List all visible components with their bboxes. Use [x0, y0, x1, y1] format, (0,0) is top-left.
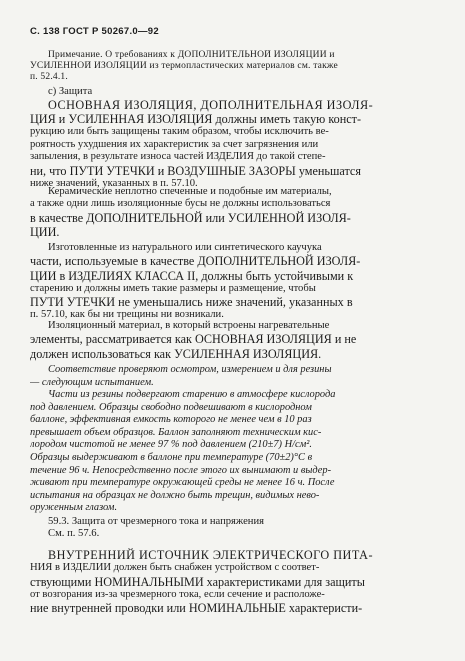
text-line: ствующими НОМИНАЛЬНЫМИ характеристиками для защиты [30, 574, 365, 589]
text-line: ние внутренней проводки или НОМИНАЛЬНЫЕ характеристи- [30, 601, 363, 616]
page-header: С. 138 ГОСТ Р 50267.0—92 [30, 26, 159, 37]
text-line: УСИЛЕННОЙ ИЗОЛЯЦИИ из термопластических материалов см. также [30, 61, 338, 71]
note-paragraph [30, 50, 442, 83]
text-line: ЦИИ. [30, 225, 60, 240]
text-line: п. 52.4.1. [30, 72, 68, 82]
text-line: запыления, в результате износа частей ИЗДЕЛИЯ до такой степе- [30, 151, 326, 163]
text-line: ВНУТРЕННИЙ ИСТОЧНИК ЭЛЕКТРИЧЕСКОГО ПИТА- [48, 548, 374, 562]
text-line: элементы, рассматривается как ОСНОВНАЯ ИЗОЛЯЦИЯ и не [30, 332, 357, 347]
text-line: в качестве ДОПОЛНИТЕЛЬНОЙ или УСИЛЕННОЙ ИЗОЛЯ- [30, 210, 351, 225]
text-line: Соответствие проверяют осмотром, измерением и для резины [48, 364, 332, 375]
text-line: испытания на образцах не должно быть трещин, видимых нево- [30, 489, 320, 501]
text-line: Образцы выдерживают в баллоне при температуре (70±2)°С в [30, 451, 313, 463]
cross-reference: См. п. 57.6. [48, 528, 100, 540]
ceramic-paragraph [30, 186, 442, 239]
text-line: лородом чистотой не менее 97 % под давлением (210±7) Н/см². [30, 439, 312, 451]
text-line: — следующим испытанием. [30, 376, 154, 388]
text-line: НИЯ в ИЗДЕЛИИ должен быть снабжен устройством с соответ- [30, 562, 320, 574]
text-line: а также одни лишь изоляционные бусы не должны использоваться [30, 198, 331, 210]
text-line: старению и должны иметь такие размеры и размещение, чтобы [30, 282, 316, 294]
text-line: от возгорания из-за чрезмерного тока, если сечение и расположе- [30, 588, 325, 600]
text-line: Части из резины подвергают старению в атмосфере кислорода [48, 389, 336, 400]
rubber-paragraph [30, 242, 442, 322]
text-line: превышает объем образцов. Баллон заполняют техническим кис- [30, 426, 322, 438]
text-line: ниже значений, указанных в п. 57.10. [30, 177, 198, 189]
text-line: Изготовленные из натурального или синтетического каучука [48, 242, 322, 253]
text-line: Изоляционный материал, в который встроены нагревательные [48, 320, 330, 331]
text-line: Керамические неплотно спеченные и подобные им материалы, [48, 186, 332, 197]
text-line: живают при температуре окружающей среды не менее 16 ч. После [30, 477, 335, 489]
section-c [30, 86, 442, 190]
text-line: оруженным глазом. [30, 502, 118, 514]
test-paragraph [30, 389, 442, 515]
text-line: рукцию или быть защищены таким образом, чтобы исключить ве- [30, 126, 329, 138]
text-line: ПУТИ УТЕЧКИ не уменьшались ниже значений, указанных в [30, 295, 353, 310]
compliance-paragraph [30, 364, 442, 389]
text-line: ни, что ПУТИ УТЕЧКИ и ВОЗДУШНЫЕ ЗАЗОРЫ уменьшатся [30, 163, 361, 178]
heating-paragraph [30, 320, 442, 361]
text-line: должен использоваться как УСИЛЕННАЯ ИЗОЛЯЦИЯ. [30, 346, 322, 361]
section-59-3 [30, 516, 442, 541]
text-line: течение 96 ч. Непосредственно после этого их вынимают и выдер- [30, 464, 332, 476]
section-heading: 59.3. Защита от чрезмерного тока и напряжения [48, 516, 265, 527]
text-line: ЦИЯ и УСИЛЕННАЯ ИЗОЛЯЦИЯ должны иметь такую конст- [30, 112, 362, 127]
text-line: п. 57.10, как бы ни трещины ни возникали. [30, 309, 224, 321]
text-line: части, используемые в качестве ДОПОЛНИТЕЛЬНОЙ ИЗОЛЯ- [30, 254, 361, 269]
text-line: роятность ухудшения их характеристик за счет загрязнения или [30, 138, 319, 150]
text-line: ОСНОВНАЯ ИЗОЛЯЦИЯ, ДОПОЛНИТЕЛЬНАЯ ИЗОЛЯ- [48, 98, 374, 112]
section-heading: с) Защита [48, 86, 93, 97]
text-line: ЦИИ в ИЗДЕЛИЯХ КЛАССА II, должны быть устойчивыми к [30, 268, 354, 283]
text-line: под давлением. Образцы свободно подвешивают в кислородном [30, 401, 312, 413]
text-line: Примечание. О требованиях к ДОПОЛНИТЕЛЬНОЙ ИЗОЛЯЦИИ и [48, 50, 335, 60]
text-line: баллоне, эффективная емкость которого не менее чем в 10 раз [30, 414, 312, 426]
power-paragraph [30, 548, 442, 615]
